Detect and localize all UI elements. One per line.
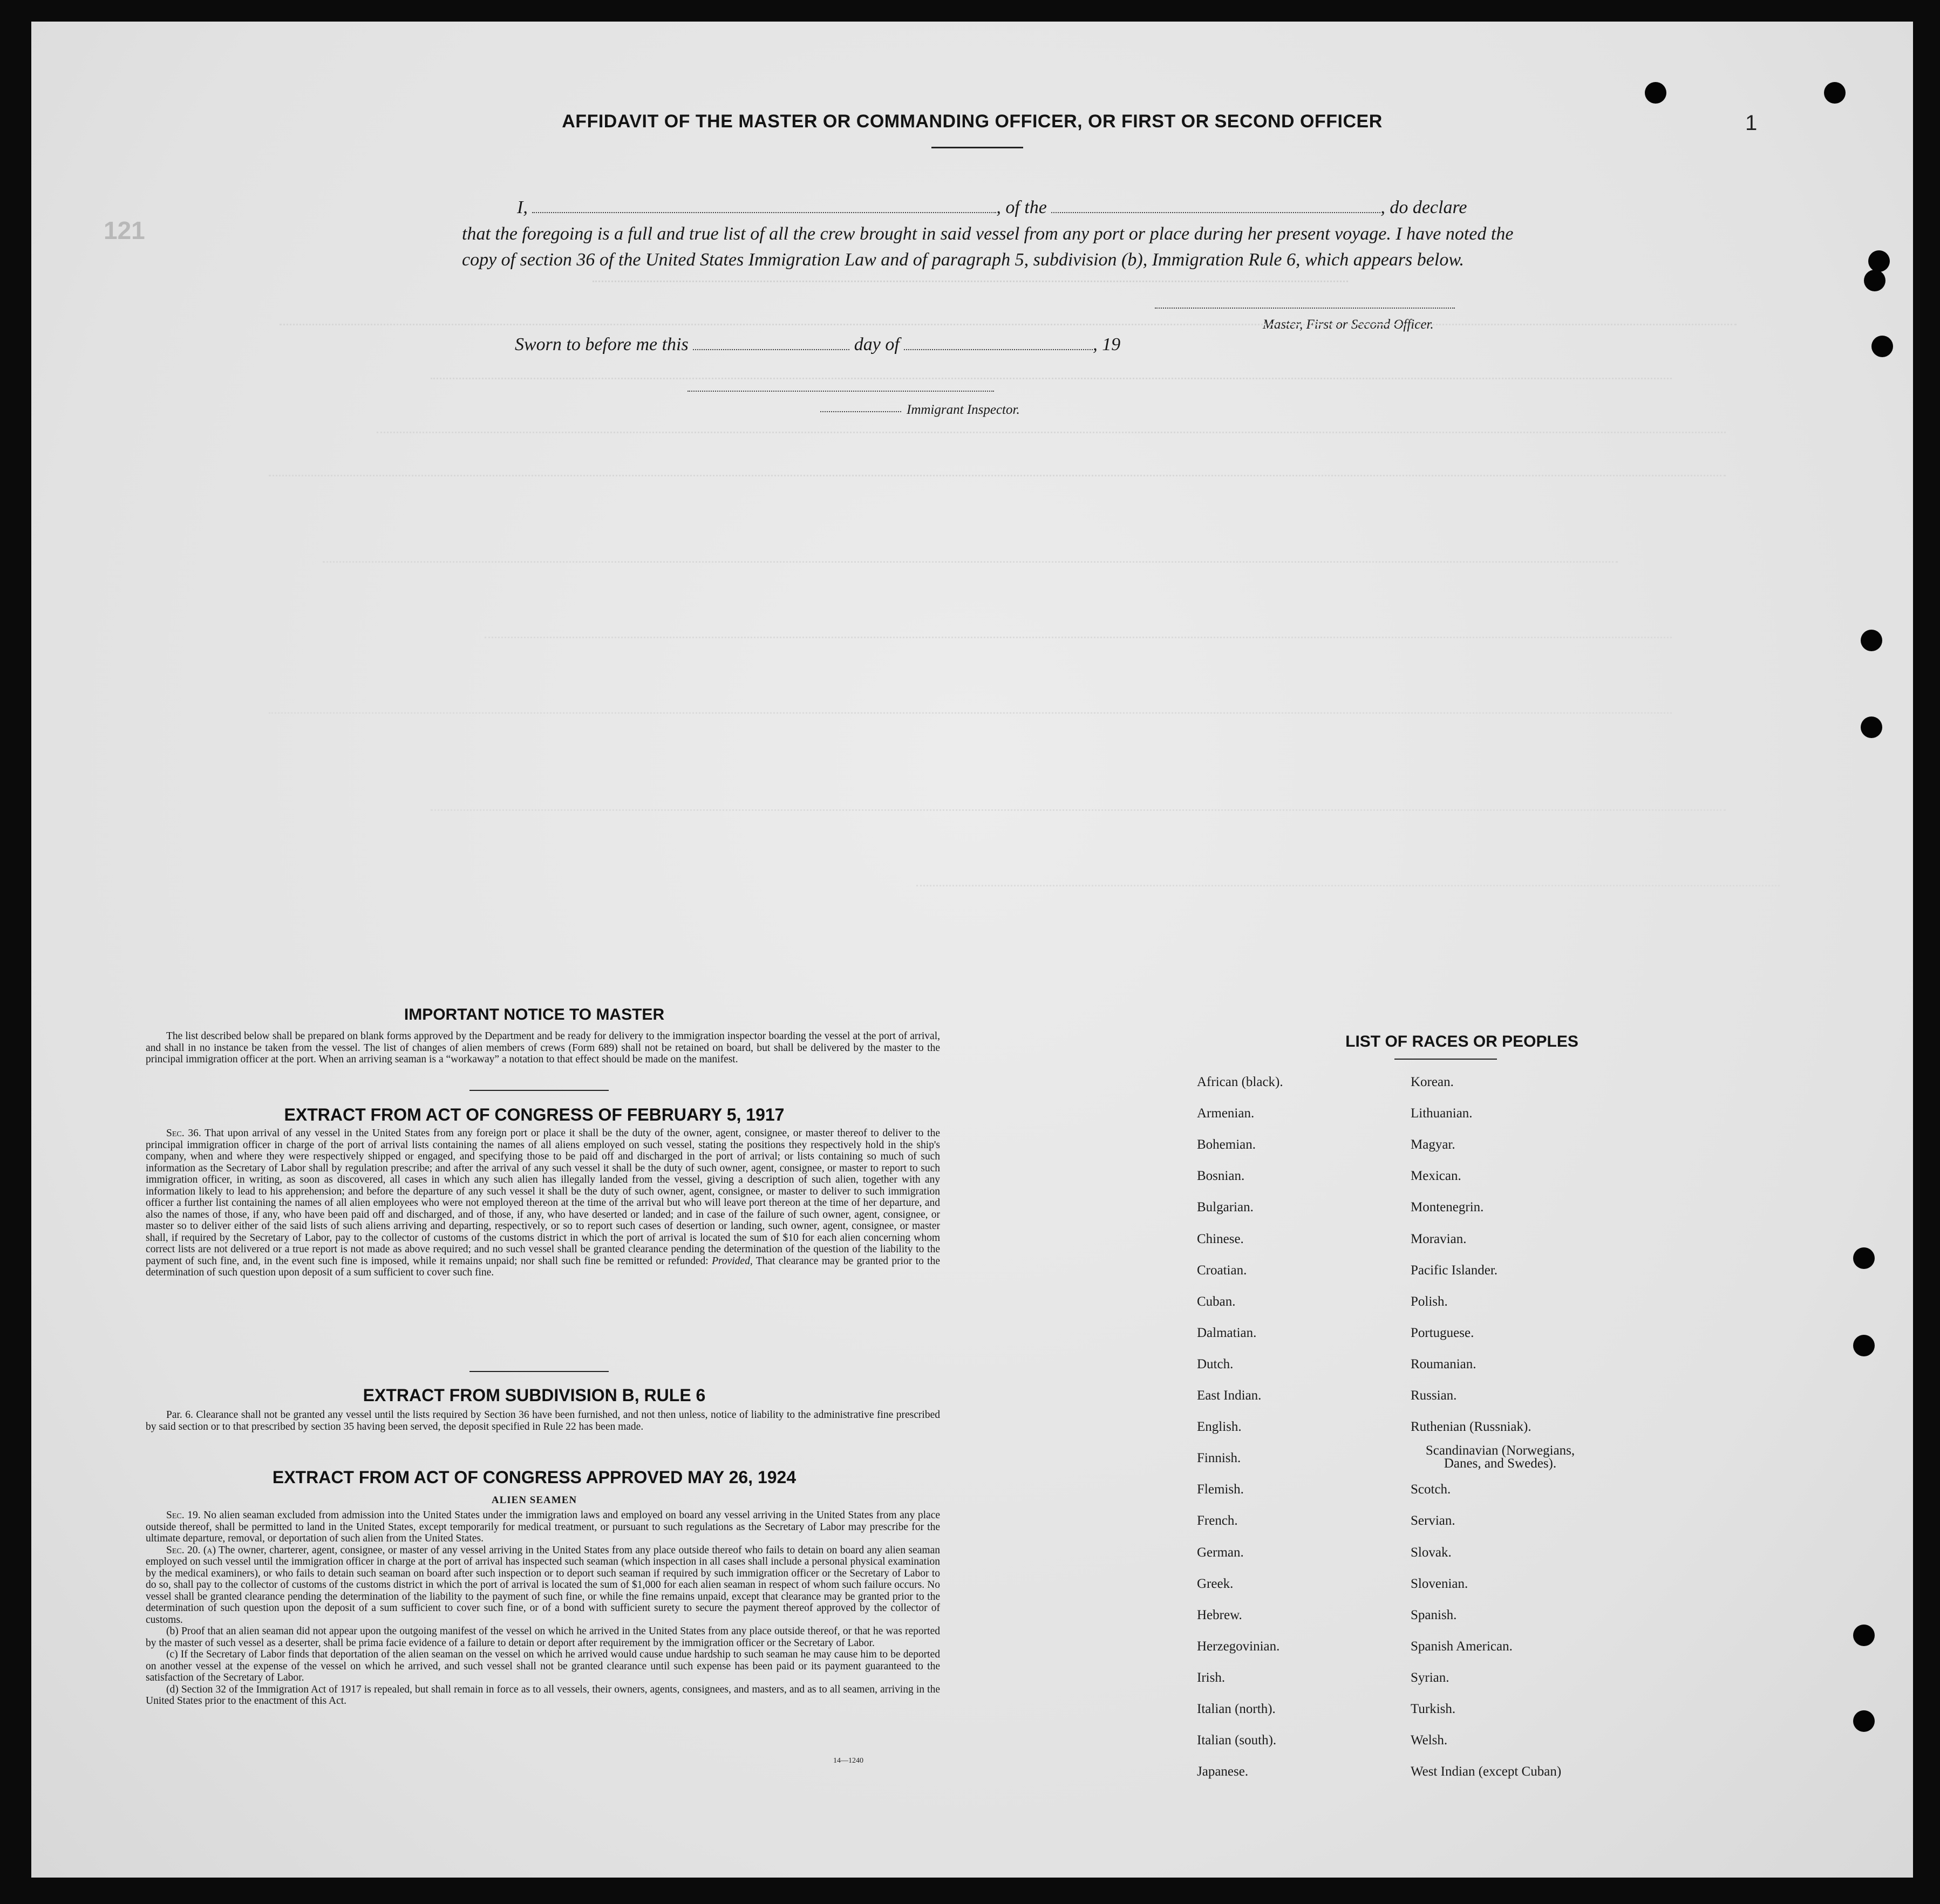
declaration-i: I, (517, 197, 528, 217)
section-36-paragraph (146, 1128, 940, 1279)
declaration-of-the: , of the (996, 197, 1047, 217)
notice-text (146, 1031, 940, 1066)
notice-paragraph: The list described below shall be prepared on blank forms approved by the Department and be ready for delivery to the immigration inspector boarding the vessel at the port of arrival, and shall in no instance be taken from the vessel. The list of changes of alien members of crews (Form 689) shall not be retained on board, but shall be delivered by the master to the principal immigration officer at the port. When an arriving seaman is a “workaway” a notation to that effect should be made on the manifest. (146, 1031, 940, 1065)
fill-line-vessel[interactable] (1051, 211, 1380, 213)
race-item: Slovenian. (1411, 1576, 1468, 1591)
race-item: English. (1197, 1420, 1242, 1435)
race-item: West Indian (except Cuban) (1411, 1764, 1562, 1779)
divider (469, 1090, 609, 1091)
race-item: Hebrew. (1197, 1607, 1242, 1622)
race-item: Roumanian. (1411, 1356, 1476, 1371)
sworn-prefix: Sworn to before me this (515, 335, 689, 354)
proviso-label: Provided, (712, 1255, 753, 1267)
race-item: Dutch. (1197, 1356, 1234, 1371)
punch-hole (1824, 82, 1846, 104)
race-item: Irish. (1197, 1670, 1226, 1685)
race-item: Croatian. (1197, 1262, 1247, 1278)
race-item: African (black). (1197, 1075, 1283, 1089)
punch-hole (1871, 336, 1893, 357)
affidavit-title: AFFIDAVIT OF THE MASTER OR COMMANDING OFFICER, OR FIRST OR SECOND OFFICER (562, 111, 1383, 132)
race-item: Chinese. (1197, 1231, 1244, 1246)
sworn-year: , 19 (1093, 335, 1121, 354)
race-item: Italian (south). (1197, 1733, 1277, 1748)
race-item: Spanish American. (1411, 1639, 1513, 1654)
race-item: Spanish. (1411, 1607, 1457, 1622)
race-item: Korean. (1411, 1075, 1454, 1089)
race-item: Cuban. (1197, 1294, 1236, 1309)
race-item: Italian (north). (1197, 1702, 1276, 1716)
declaration-do-declare: , do declare (1380, 197, 1467, 217)
race-item: Welsh. (1411, 1733, 1448, 1748)
race-item: French. (1197, 1513, 1238, 1528)
extract-rule6-title: EXTRACT FROM SUBDIVISION B, RULE 6 (363, 1386, 706, 1405)
sworn-day: day of (854, 335, 900, 354)
race-item: Pacific Islander. (1411, 1262, 1498, 1278)
race-item: Syrian. (1411, 1670, 1449, 1685)
affidavit-body: that the foregoing is a full and true list of all the crew brought in said vessel from any port or place during her present voyage. I have noted the copy of section 36 of the United States Immigration Law and of paragraph 5, subdivision (b), Immigration Rule 6, which appears below. (462, 224, 1514, 270)
race-item: Polish. (1411, 1294, 1448, 1309)
race-item: Turkish. (1411, 1702, 1456, 1716)
section-36-text: That upon arrival of any vessel in the United States from any foreign port or place it shall be the duty of the owner, agent, consignee, or master thereof to deliver to the principal immigration officer in charge of the port of arrival lists containing the names of all aliens employed on such vessel, stating the positions they respectively hold in the ship's company, when and where they were respectively shipped or engaged, and specifying those to be paid off and discharged in the port of arrival; or lists containing so much of such information as the Secretary of Labor shall by regulation prescribe; and after the arrival of any such vessel it shall be the duty of such owner, agent, consignee, or master to report to such immigration officer, in writing, as soon as discovered, all cases in which any such alien has illegally landed from the vessel, giving a description of such alien, together with any information likely to lead to his apprehension; and before the departure of any such vessel it shall be the duty of such owner, agent, consignee, or master to deliver to such immigration officer a further list containing the names of all alien employees who were not employed thereon at the time of the arrival but who will leave port thereon at the time of her departure, and also the names of those, if any, who have been paid off and discharged, and of those, if any, who have deserted or landed; and in case of the failure of such owner, agent, consignee, or master so to deliver either of the said lists of such aliens arriving and departing, respectively, or so to report such cases of desertion or landing, such owner, agent, consignee, or master shall, if required by the Secretary of Labor, pay to the collector of customs of the customs district in which the port of arrival is located the sum of $10 for each alien concerning whom correct lists are not delivered or a true report is not made as above required; and no such vessel shall be granted clearance pending the determination of the question of the liability to the payment of such fine, and, in the event such fine is imposed, while it remains unpaid; nor shall such fine be remitted or refunded: (146, 1128, 940, 1267)
punch-hole (1868, 250, 1890, 272)
race-item: Magyar. (1411, 1137, 1455, 1152)
section-label: Sec. 20. (a) (166, 1544, 216, 1556)
race-item: German. (1197, 1545, 1244, 1560)
divider (931, 147, 1023, 148)
punch-hole (1853, 1247, 1875, 1269)
race-item: Servian. (1411, 1513, 1455, 1528)
sec19-paragraph (146, 1510, 940, 1545)
margin-mark-faint: 121 (104, 216, 145, 244)
fill-line-name[interactable] (532, 211, 996, 213)
race-item: Russian. (1411, 1388, 1457, 1403)
sec20a-text: The owner, charterer, agent, consignee, or master of any vessel arriving in the United States from any place outside thereof who fails to detain on board any alien seaman employed on such vessel until the immigration officer in charge at the port of arrival has inspected such seaman (which inspection in all cases shall include a personal physical examination by the medical examiners), or who fails to detain such seaman on board after such inspection or to deport such seaman if required by such immigration officer or the Secretary of Labor to do so, shall pay to the collector of customs of the customs district in which the port of arrival is located the sum of $1,000 for each alien seaman in respect of whom such failure occurs. No vessel shall be granted clearance pending the determination of the liability to the payment of such fine, or while the fine remains unpaid, except that clearance may be granted prior to the determination of such question upon the deposit of a sum sufficient to cover such fine, or of a bond with sufficient surety to secure the payment thereof approved by the collector of customs. (146, 1544, 940, 1626)
margin-mark: 1 (1745, 111, 1758, 135)
race-item: Bohemian. (1197, 1137, 1256, 1152)
punch-hole (1861, 716, 1882, 738)
race-item: Slovak. (1411, 1545, 1452, 1560)
document-page (31, 22, 1913, 1878)
punch-hole (1861, 630, 1882, 651)
race-item: Montenegrin. (1411, 1200, 1484, 1215)
inspector-caption: Immigrant Inspector. (907, 402, 1020, 417)
divider (469, 1371, 609, 1372)
punch-hole (1853, 1335, 1875, 1356)
section-label: Sec. 19. (166, 1510, 201, 1521)
race-item: Scandinavian (Norwegians, Danes, and Swedes). (1425, 1443, 1575, 1471)
punch-hole (1853, 1625, 1875, 1646)
race-item: Flemish. (1197, 1482, 1244, 1497)
punch-hole (1853, 1710, 1875, 1732)
sec20b-paragraph: (b) Proof that an alien seaman did not appear upon the outgoing manifest of the vessel on which he arrived in the United States from any place outside thereof, or that he was reported by the master of such vessel as a deserter, shall be prima facie evidence of a failure to detain or deport after requirement by the immigration officer or the Secretary of Labor. (146, 1626, 940, 1649)
race-item: Dalmatian. (1197, 1325, 1257, 1340)
race-item: Mexican. (1411, 1169, 1461, 1184)
race-item: Bulgarian. (1197, 1200, 1254, 1215)
divider (1394, 1059, 1497, 1060)
race-item: Finnish. (1197, 1451, 1241, 1466)
race-item: East Indian. (1197, 1388, 1262, 1403)
sec20a-paragraph (146, 1545, 940, 1626)
sec19-text: No alien seaman excluded from admission into the United States under the immigration laws and employed on board any vessel arriving in the United States from any place outside thereof, shall be permitted to land in the United States, except temporarily for medical treatment, or pursuant to such regulations as the Secretary of Labor may prescribe for the ultimate departure, removal, or deportation of such alien from the United States. (146, 1510, 941, 1544)
form-number: 14—1240 (833, 1757, 863, 1765)
proviso-text: That clearance may be granted prior to the determination of such question upon deposit of a sum sufficient to cover such fine. (146, 1255, 941, 1278)
punch-hole (1645, 82, 1666, 104)
race-item: Japanese. (1197, 1764, 1249, 1779)
sec20c-paragraph: (c) If the Secretary of Labor finds that deportation of the alien seaman on the vessel on which he arrived would cause undue hardship to such seaman he may cause him to be deported on another vessel at the expense of the vessel on which he arrived, and such vessel shall not be granted clearance until such expense has been paid or its payment guaranteed to the satisfaction of the Secretary of Labor. (146, 1649, 940, 1683)
race-item: Greek. (1197, 1576, 1234, 1591)
race-item: Lithuanian. (1411, 1106, 1473, 1121)
race-item: Moravian. (1411, 1231, 1467, 1246)
extract-1924-title: EXTRACT FROM ACT OF CONGRESS APPROVED MAY 26, 1924 (272, 1468, 797, 1487)
extract-1917-text (146, 1128, 940, 1279)
race-item: Portuguese. (1411, 1325, 1474, 1340)
section-label: Sec. 36. (166, 1128, 201, 1139)
extract-1924-subtitle: ALIEN SEAMEN (491, 1494, 577, 1506)
rule6-paragraph: Par. 6. Clearance shall not be granted any vessel until the lists required by Section 36 have been furnished, and not then unless, notice of liability to the administrative fine prescribed by said section or to that prescribed by section 35 having been served, the deposit specified in Rule 22 has been made. (146, 1409, 940, 1432)
race-item: Ruthenian (Russniak). (1411, 1420, 1531, 1435)
declaration-line (517, 197, 1542, 218)
notice-title: IMPORTANT NOTICE TO MASTER (404, 1006, 665, 1023)
race-item: Herzegovinian. (1197, 1639, 1280, 1654)
race-item: Bosnian. (1197, 1169, 1245, 1184)
extract-rule6-text (146, 1409, 940, 1432)
bleed-through (53, 227, 1834, 982)
master-caption: Master, First or Second Officer. (1263, 317, 1434, 332)
races-title: LIST OF RACES OR PEOPLES (1345, 1033, 1578, 1050)
sec20d-paragraph: (d) Section 32 of the Immigration Act of 1917 is repealed, but shall remain in force as to all vessels, their owners, agents, consignees, and masters, and as to all seamen, arriving in the United States prior to the enactment of this Act. (146, 1683, 940, 1707)
punch-hole (1864, 270, 1885, 291)
race-item: Armenian. (1197, 1106, 1255, 1121)
extract-1924-text (146, 1510, 940, 1707)
race-item: Scotch. (1411, 1482, 1451, 1497)
extract-1917-title: EXTRACT FROM ACT OF CONGRESS OF FEBRUARY 5, 1917 (284, 1105, 785, 1124)
